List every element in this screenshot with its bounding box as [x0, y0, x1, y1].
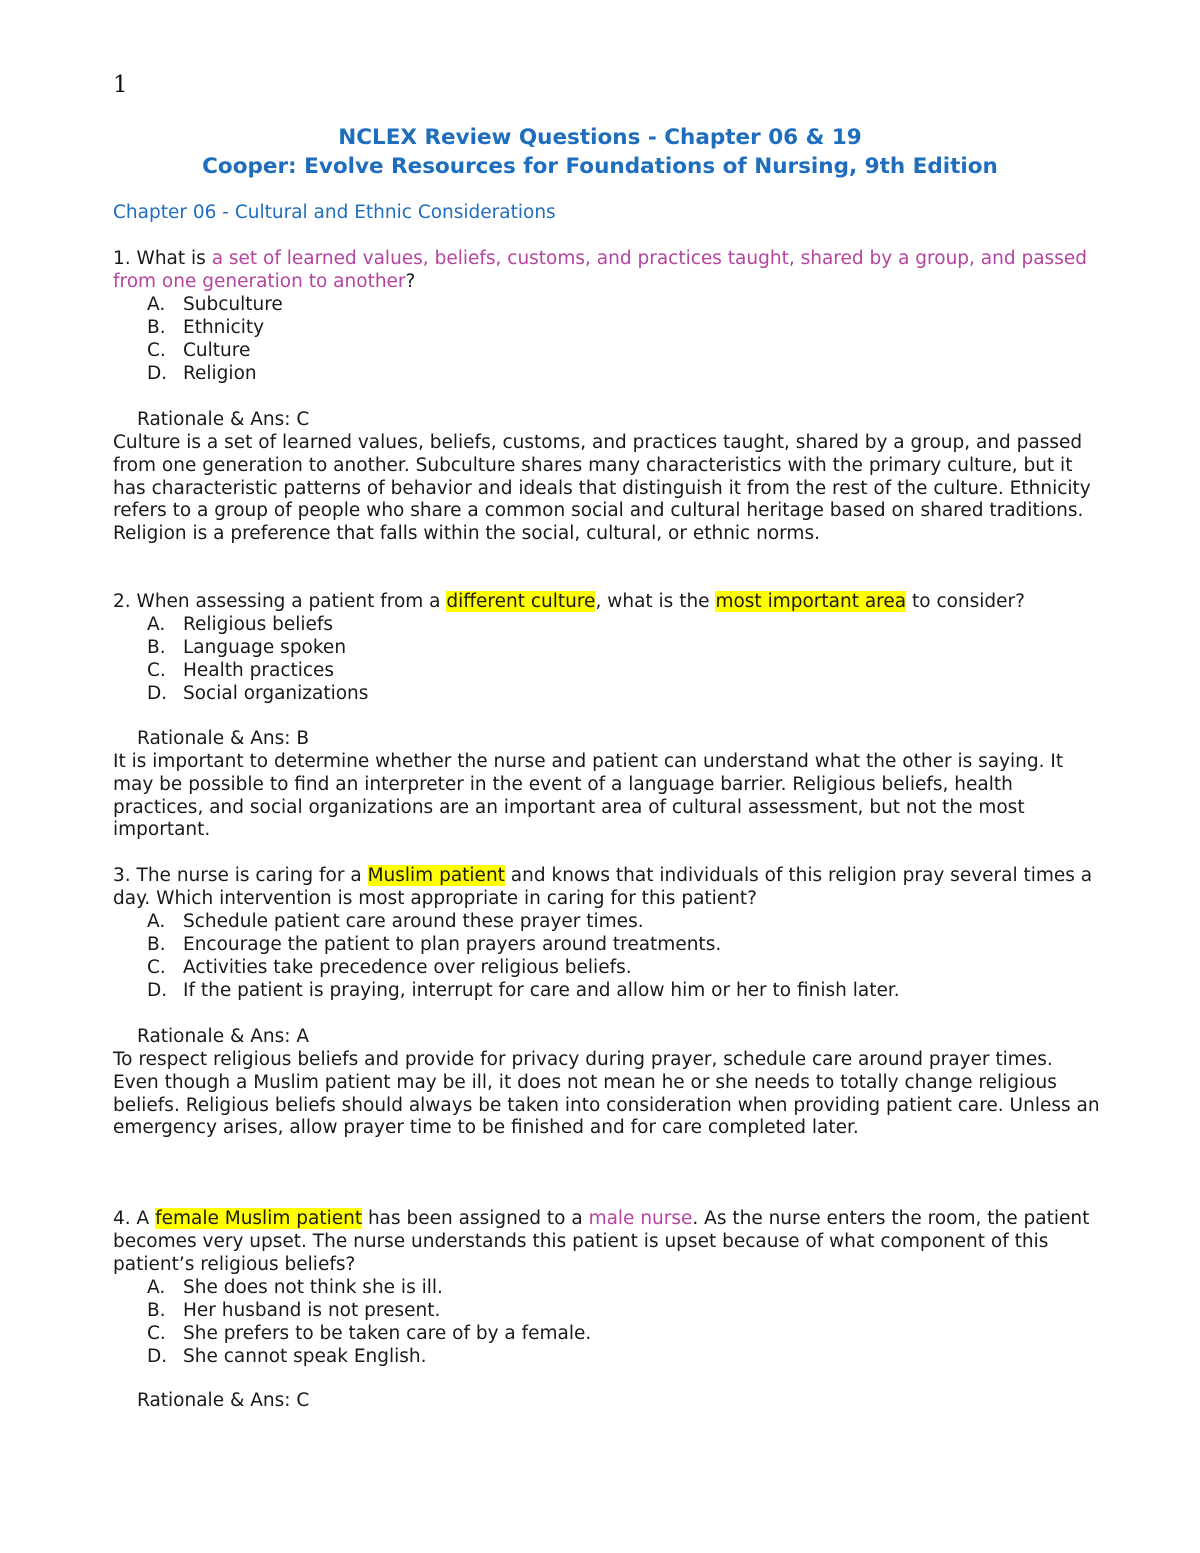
question-2-highlight-2: most important area — [715, 591, 907, 612]
option-text: Religious beliefs — [183, 614, 334, 635]
option-text: Health practices — [183, 660, 335, 681]
question-4-text-3: . As the nurse enters the room, the patient becomes very upset. The nurse understands this patient is upset because of what component of this patient’s religious beliefs? — [113, 1208, 1090, 1275]
question-4-answer-label: Rationale & Ans: C — [137, 1390, 310, 1411]
question-2-text-2: , what is the — [595, 591, 716, 612]
option-text: If the patient is praying, interrupt for care and allow him or her to finish later. — [183, 980, 900, 1001]
option-letter: D. — [147, 1346, 168, 1367]
option-letter: B. — [147, 1300, 166, 1321]
question-3-text: 3. The nurse is caring for a — [113, 865, 368, 886]
option-letter: C. — [147, 660, 166, 681]
document-subtitle: Cooper: Evolve Resources for Foundations of Nursing, 9th Edition — [202, 154, 998, 179]
option-letter: B. — [147, 934, 166, 955]
document-title: NCLEX Review Questions - Chapter 06 & 19 — [338, 125, 862, 150]
question-4-stem — [113, 1208, 1103, 1276]
question-1-answer-label: Rationale & Ans: C — [137, 409, 310, 430]
option-text: Her husband is not present. — [183, 1300, 441, 1321]
option-letter: B. — [147, 637, 166, 658]
option-letter: D. — [147, 363, 168, 384]
question-4-text-2: has been assigned to a — [362, 1208, 589, 1229]
option-text: Subculture — [183, 294, 283, 315]
question-1-rationale: Culture is a set of learned values, beliefs, customs, and practices taught, shared by a group, and passed from one generation to another. Subculture shares many characteristics with the primary culture, but it has characteristic patterns of behavior and ideals that distinguish it from the rest of the culture. Ethnicity refers to a group of people who share a common social and cultural heritage based on shared traditions. Religion is a preference that falls within the social, cultural, or ethnic norms. — [113, 432, 1091, 545]
option-text: She does not think she is ill. — [183, 1277, 443, 1298]
question-2-option-b — [147, 637, 346, 660]
option-letter: A. — [147, 614, 166, 635]
question-2-option-d — [147, 683, 368, 706]
question-1-option-c — [147, 340, 250, 363]
option-text: Activities take precedence over religious beliefs. — [183, 957, 632, 978]
question-2-option-a — [147, 614, 333, 637]
option-letter: C. — [147, 957, 166, 978]
option-text: Schedule patient care around these prayer times. — [183, 911, 644, 932]
question-4-text: 4. A — [113, 1208, 156, 1229]
question-1-option-a — [147, 294, 283, 317]
question-3-highlight: Muslim patient — [367, 865, 505, 886]
question-2-text-3: to consider? — [906, 591, 1025, 612]
question-4-option-d — [147, 1346, 427, 1369]
question-2-answer-label: Rationale & Ans: B — [137, 728, 310, 749]
question-3-option-b — [147, 934, 721, 957]
question-2-highlight-1: different culture — [446, 591, 596, 612]
option-text: Ethnicity — [183, 317, 265, 338]
option-text: Culture — [183, 340, 251, 361]
question-3-stem — [113, 865, 1103, 911]
option-letter: C. — [147, 340, 166, 361]
option-letter: A. — [147, 911, 166, 932]
option-text: Encourage the patient to plan prayers around treatments. — [183, 934, 722, 955]
question-2-option-c — [147, 660, 334, 683]
question-1-mark: ? — [405, 270, 416, 292]
option-letter: D. — [147, 980, 168, 1001]
question-1-option-b — [147, 317, 264, 340]
option-text: Social organizations — [183, 683, 369, 704]
question-3-text-2: and knows that individuals of this religion pray several times a day. Which intervention is most appropriate in caring for this patient? — [113, 865, 1093, 909]
question-4-option-a — [147, 1277, 443, 1300]
option-letter: D. — [147, 683, 168, 704]
option-text: She cannot speak English. — [183, 1346, 427, 1367]
chapter-heading: Chapter 06 - Cultural and Ethnic Considerations — [113, 202, 556, 223]
question-4-pink-text: male nurse — [588, 1208, 693, 1229]
question-1-text: 1. What is — [113, 248, 212, 269]
option-text: Language spoken — [183, 637, 347, 658]
question-3-answer-label: Rationale & Ans: A — [137, 1026, 310, 1047]
question-1-pink-text: a set of learned values, beliefs, customs, and practices taught, shared by a group, and passed from one generation to another — [113, 248, 1087, 292]
option-text: She prefers to be taken care of by a female. — [183, 1323, 592, 1344]
option-letter: A. — [147, 294, 166, 315]
question-3-option-a — [147, 911, 644, 934]
question-3-rationale: To respect religious beliefs and provide for privacy during prayer, schedule care around prayer times. Even though a Muslim patient may be ill, it does not mean he or she needs to totally change religious beliefs. Religious beliefs should always be taken into consideration when providing patient care. Unless an emergency arises, allow prayer time to be finished and for care completed later. — [113, 1049, 1100, 1139]
question-2-rationale: It is important to determine whether the nurse and patient can understand what the other is saying. It may be possible to find an interpreter in the event of a language barrier. Religious beliefs, health practices, and social organizations are an important area of cultural assessment, but not the most important. — [113, 751, 1064, 841]
question-1-option-d — [147, 363, 257, 386]
option-letter: B. — [147, 317, 166, 338]
question-3-option-c — [147, 957, 632, 980]
question-4-option-b — [147, 1300, 440, 1323]
option-letter: A. — [147, 1277, 166, 1298]
question-3-option-d — [147, 980, 900, 1003]
option-letter: C. — [147, 1323, 166, 1344]
question-2-stem — [113, 591, 1103, 614]
question-2-text: 2. When assessing a patient from a — [113, 591, 447, 612]
option-text: Religion — [183, 363, 257, 384]
question-1-stem — [113, 248, 1103, 294]
question-4-highlight: female Muslim patient — [155, 1208, 363, 1229]
page-number: 1 — [113, 72, 128, 98]
question-4-option-c — [147, 1323, 591, 1346]
